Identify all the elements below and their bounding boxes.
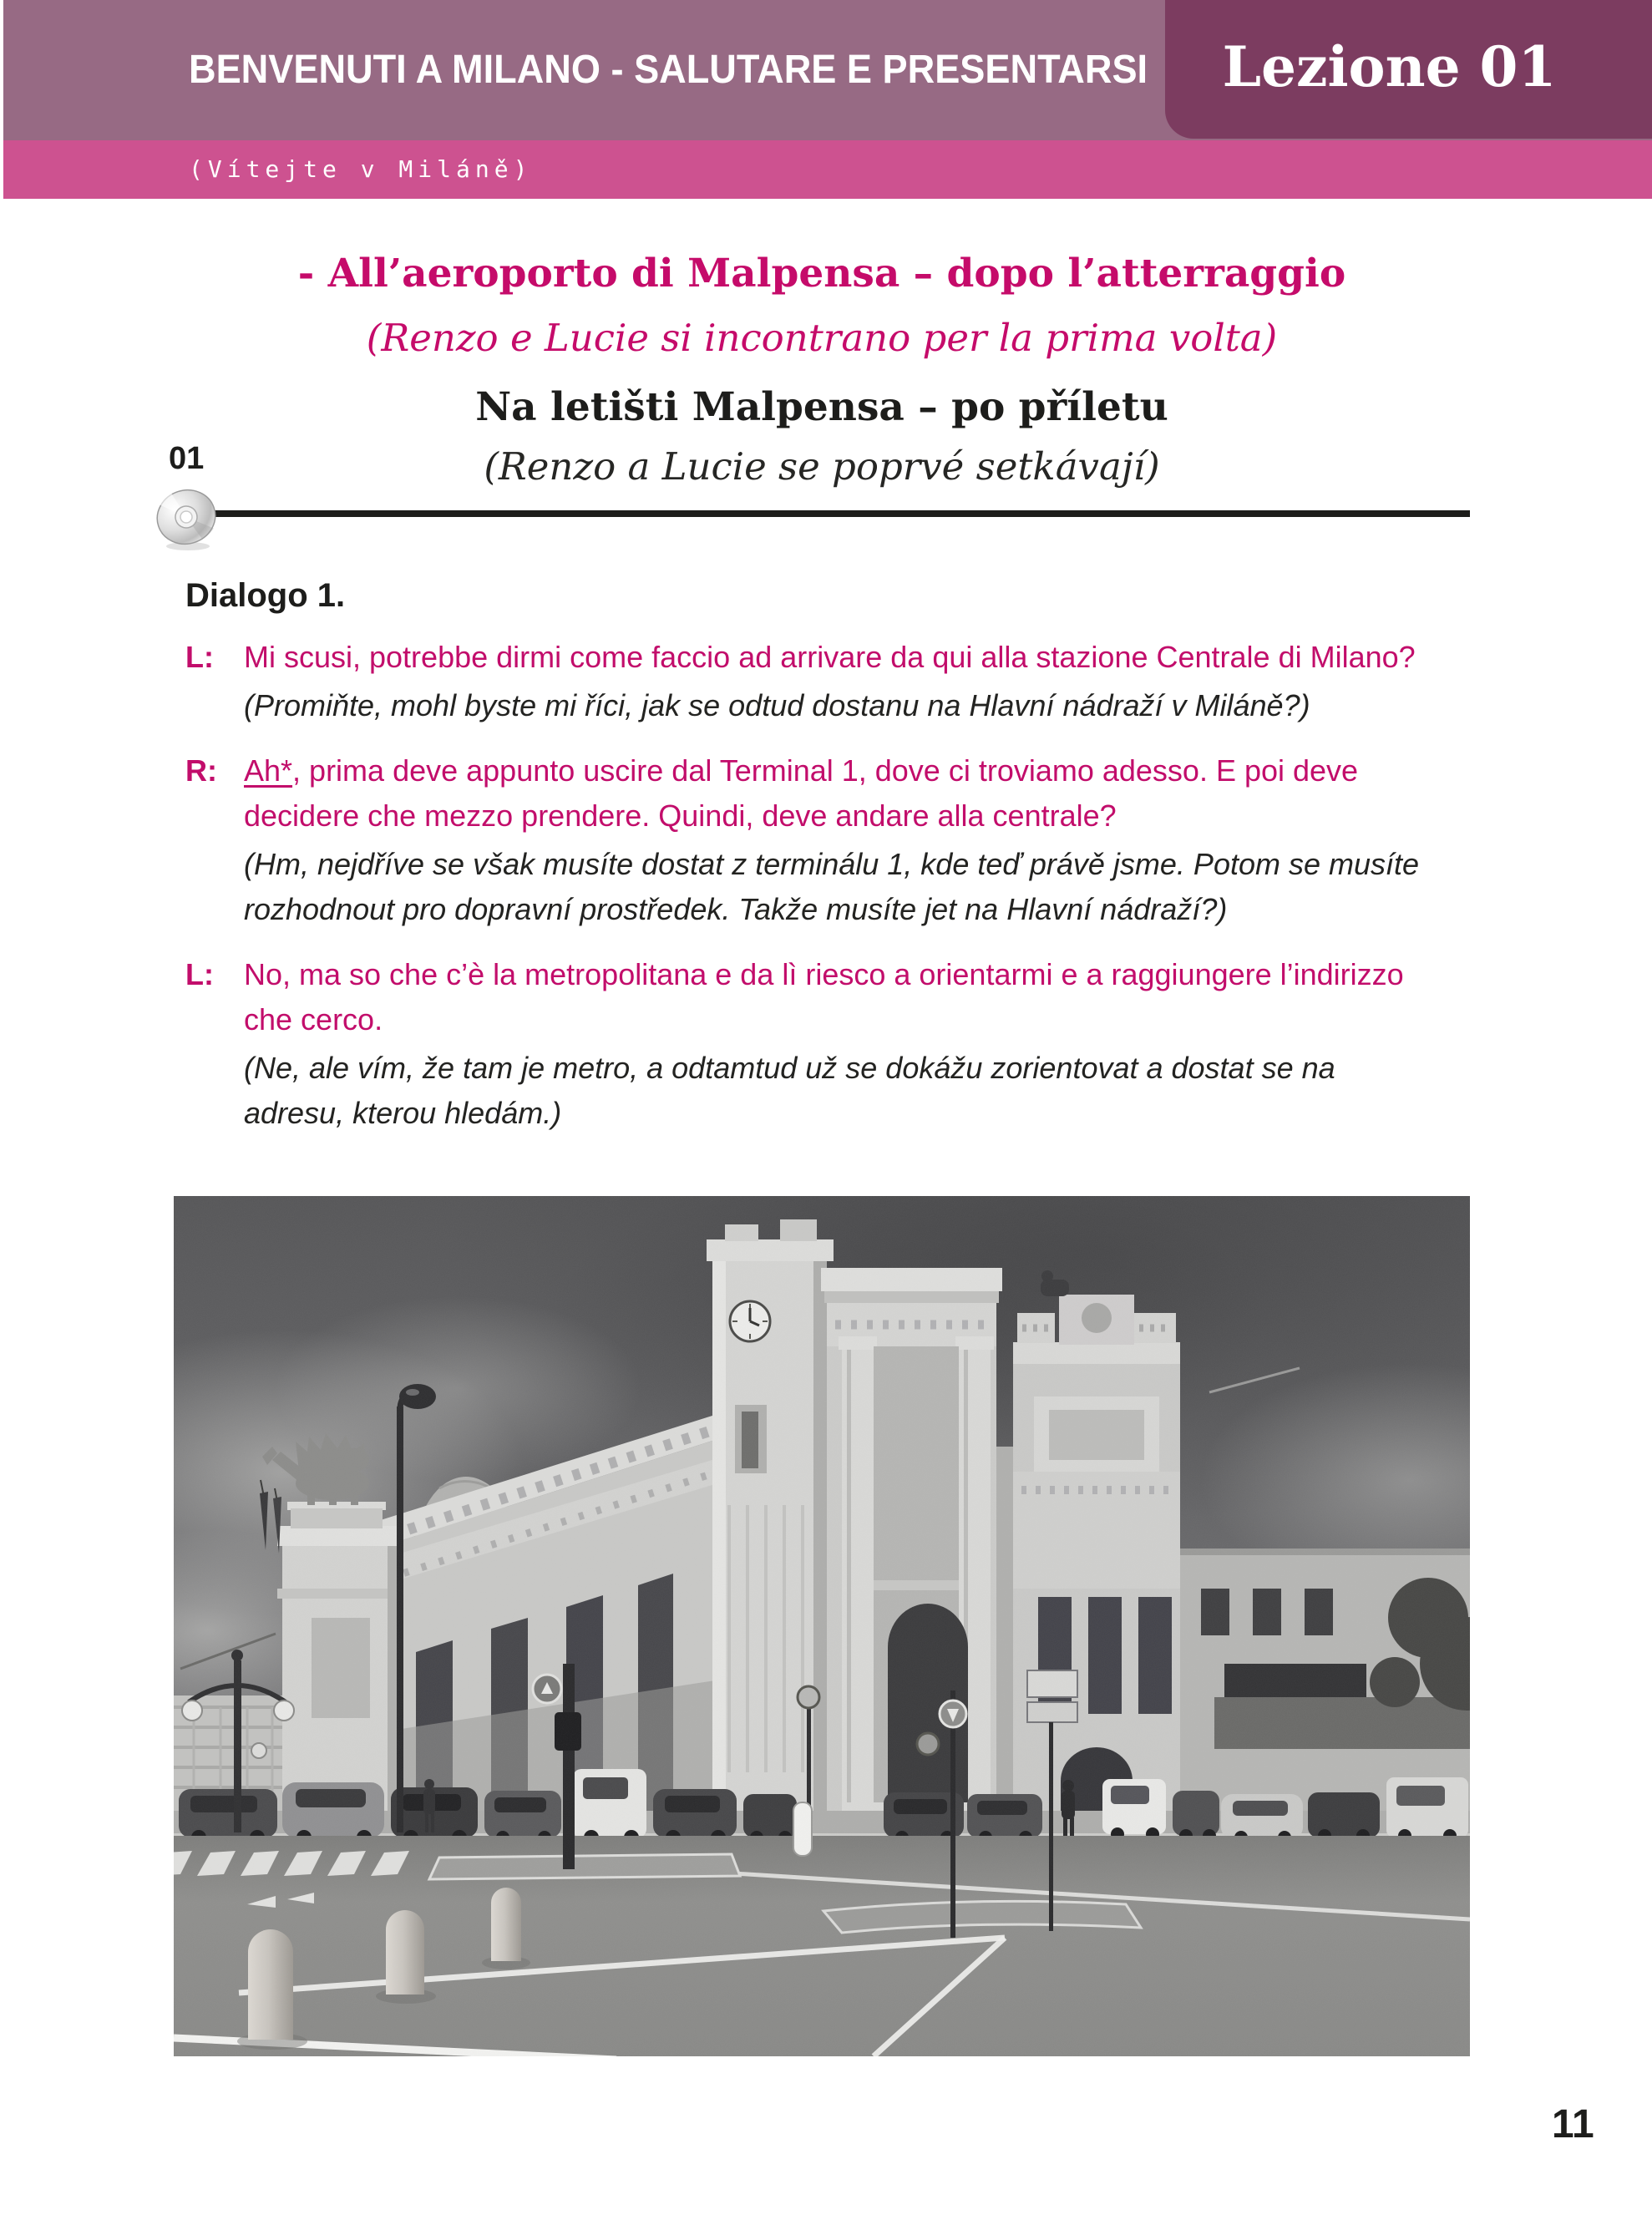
italian-line: Mi scusi, potrebbe dirmi come faccio ad arrivare da qui alla stazione Centrale di Milano? (244, 640, 1416, 674)
cd-icon-graphic (154, 484, 219, 551)
cd-audio-icon (154, 484, 219, 551)
speaker-label: R: (185, 753, 217, 788)
dialog-section (185, 576, 1426, 1136)
title-divider-rule (185, 510, 1470, 517)
speaker-label: L: (185, 957, 214, 991)
station-photo-graphic (174, 1196, 1470, 2056)
dialog-heading: Dialogo 1. (185, 577, 346, 614)
czech-translation: (Ne, ale vím, že tam je metro, a odtamtud už se dokážu zorientovat a dostat se na adresu, kterou hledám.) (244, 1051, 1335, 1130)
underlined-word: Ah* (244, 753, 293, 788)
section-subtitle-italian: (Renzo e Lucie si incontrano per la prima volta) (366, 316, 1278, 360)
audio-track-number: 01 (169, 441, 205, 476)
lesson-number-badge (1165, 0, 1652, 139)
section-title-italian: - All’aeroporto di Malpensa – dopo l’atterraggio (297, 251, 1346, 297)
section-subtitle-czech: (Renzo a Lucie se poprvé setkávají) (484, 444, 1160, 489)
italian-line: No, ma so che c’è la metropolitana e da lì riesco a orientarmi e a raggiungere l’indirizzo che cerco. (244, 957, 1404, 1037)
lesson-number-label: Lezione 01 (1222, 34, 1557, 99)
page-number: 11 (1552, 2102, 1594, 2147)
dialog-turn (185, 635, 1426, 728)
czech-translation: (Hm, nejdříve se však musíte dostat z terminálu 1, kde teď právě jsme. Potom se musíte rozhodnout pro dopravní prostředek. Takže musíte jet na Hlavní nádraží?) (244, 847, 1420, 926)
dialog-turn (185, 952, 1426, 1136)
station-photo (174, 1196, 1470, 2056)
section-title-czech: Na letišti Malpensa – po příletu (475, 384, 1168, 430)
chapter-subtitle-strip (3, 140, 1652, 199)
dialog-turn (185, 748, 1426, 932)
czech-translation: (Promiňte, mohl byste mi říci, jak se odtud dostanu na Hlavní nádraží v Miláně?) (244, 688, 1310, 722)
film-grain-overlay (174, 1196, 1470, 2056)
chapter-subtitle: (Vítejte v Miláně) (189, 155, 533, 183)
chapter-title: BENVENUTI A MILANO - SALUTARE E PRESENTARSI (189, 48, 1148, 92)
speaker-label: L: (185, 640, 214, 674)
italian-line: Ah*, prima deve appunto uscire dal Terminal 1, dove ci troviamo adesso. E poi deve decidere che mezzo prendere. Quindi, deve andare alla centrale? (244, 753, 1359, 833)
